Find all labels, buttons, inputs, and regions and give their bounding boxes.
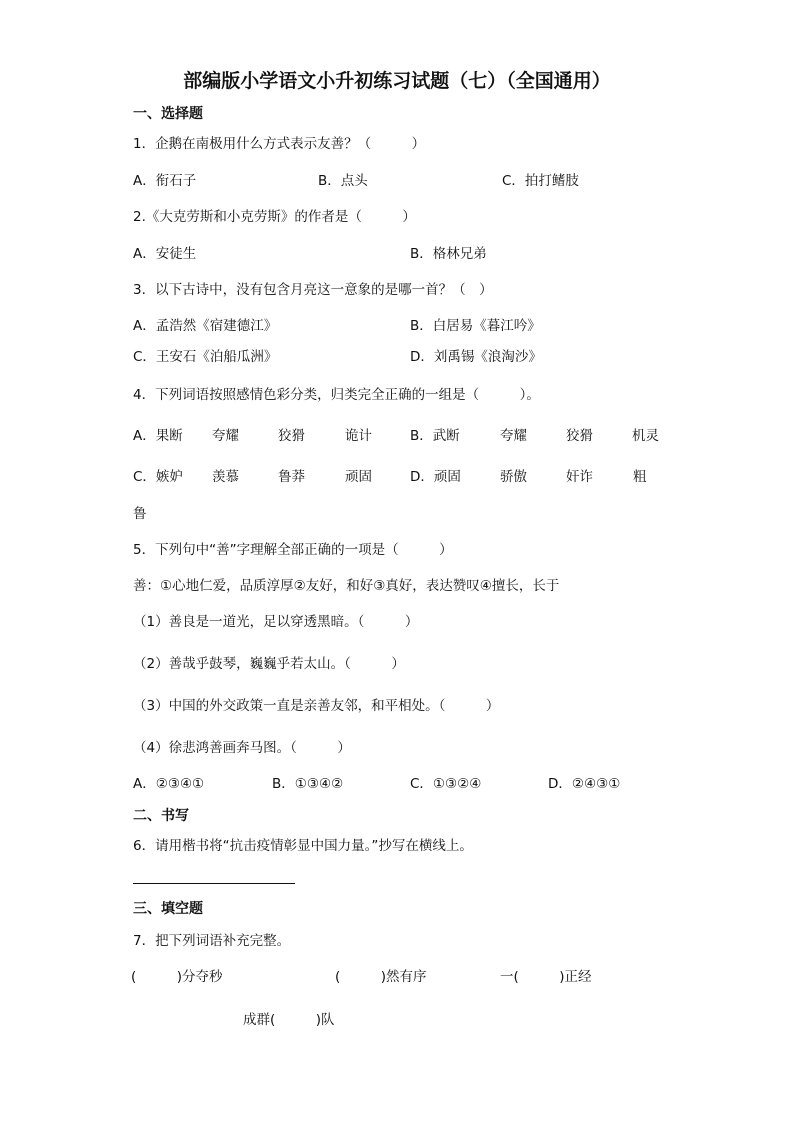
question-4-option-a-word: A．果断 [133,428,183,444]
question-3-stem: 3．以下古诗中，没有包含月亮这一意象的是哪一首？（ ） [133,282,493,298]
question-4-option-c-word: C．嫉妒 [133,469,183,485]
question-2-stem: 2.《大克劳斯和小克劳斯》的作者是（ ） [133,209,416,225]
question-4-option-b-word: 机灵 [632,428,659,444]
question-2-option-a: A．安徒生 [133,246,197,262]
question-3-option-c: C．王安石《泊船瓜洲》 [133,349,278,365]
question-4-option-a-word: 夸耀 [212,428,239,444]
section-heading-fill-blank: 三、填空题 [133,901,203,917]
question-4-option-a-word: 诡计 [345,428,372,444]
question-1-option-c: C．拍打鳍肢 [502,173,579,189]
question-4-option-d-word: D．顽固 [410,469,461,485]
section-heading-writing: 二、书写 [133,808,189,824]
question-5-sentence-4: （4）徐悲鸿善画奔马图。（ ） [133,740,351,756]
section-heading-choice: 一、选择题 [133,106,203,122]
question-5-sentence-1: （1）善良是一道光，足以穿透黑暗。（ ） [133,614,419,630]
question-5-definitions: 善：①心地仁爱，品质淳厚②友好，和好③真好，表达赞叹④擅长，长于 [133,578,560,594]
answer-line [133,883,295,884]
question-4-option-b-word: 夸耀 [500,428,527,444]
question-1-option-b: B．点头 [318,173,368,189]
question-4-option-d-word: 粗 [633,469,647,485]
fill-blank-word-3: 一( )正经 [500,969,592,985]
question-3-option-a: A．孟浩然《宿建德江》 [133,318,278,334]
question-4-stem: 4．下列词语按照感情色彩分类，归类完全正确的一组是（ ）。 [133,387,540,403]
question-3-option-b: B．白居易《暮江吟》 [410,318,541,334]
question-5-sentence-2: （2）善哉乎鼓琴，巍巍乎若太山。（ ） [133,656,405,672]
question-1-option-a: A．衔石子 [133,173,197,189]
question-7-stem: 7．把下列词语补充完整。 [133,933,291,949]
question-6-stem: 6．请用楷书将“抗击疫情彰显中国力量。”抄写在横线上。 [133,838,473,854]
question-1-stem: 1．企鹅在南极用什么方式表示友善？（ ） [133,136,426,152]
question-4-option-c-word: 鲁莽 [278,469,305,485]
question-4-option-b-word: B．武断 [410,428,460,444]
question-5-option-b: B．①③④② [272,776,344,792]
fill-blank-word-4: 成群( )队 [243,1012,335,1028]
question-2-option-b: B．格林兄弟 [410,246,487,262]
question-4-option-d-word: 奸诈 [566,469,593,485]
question-4-wrap-text: 鲁 [133,506,147,522]
question-4-option-a-word: 狡猾 [278,428,305,444]
question-5-option-d: D．②④③① [548,776,621,792]
fill-blank-word-2: ( )然有序 [335,969,427,985]
question-4-option-d-word: 骄傲 [500,469,527,485]
question-5-option-c: C．①③②④ [410,776,482,792]
question-4-option-b-word: 狡猾 [566,428,593,444]
fill-blank-word-1: ( )分夺秒 [131,969,223,985]
question-5-option-a: A．②③④① [133,776,205,792]
question-5-sentence-3: （3）中国的外交政策一直是亲善友邻，和平相处。（ ） [133,698,500,714]
question-3-option-d: D．刘禹锡《浪淘沙》 [410,349,542,365]
question-4-option-c-word: 顽固 [345,469,372,485]
page-title: 部编版小学语文小升初练习试题（七）（全国通用） [183,70,611,92]
question-4-option-c-word: 羡慕 [212,469,239,485]
question-5-stem: 5．下列句中“善”字理解全部正确的一项是（ ） [133,542,453,558]
